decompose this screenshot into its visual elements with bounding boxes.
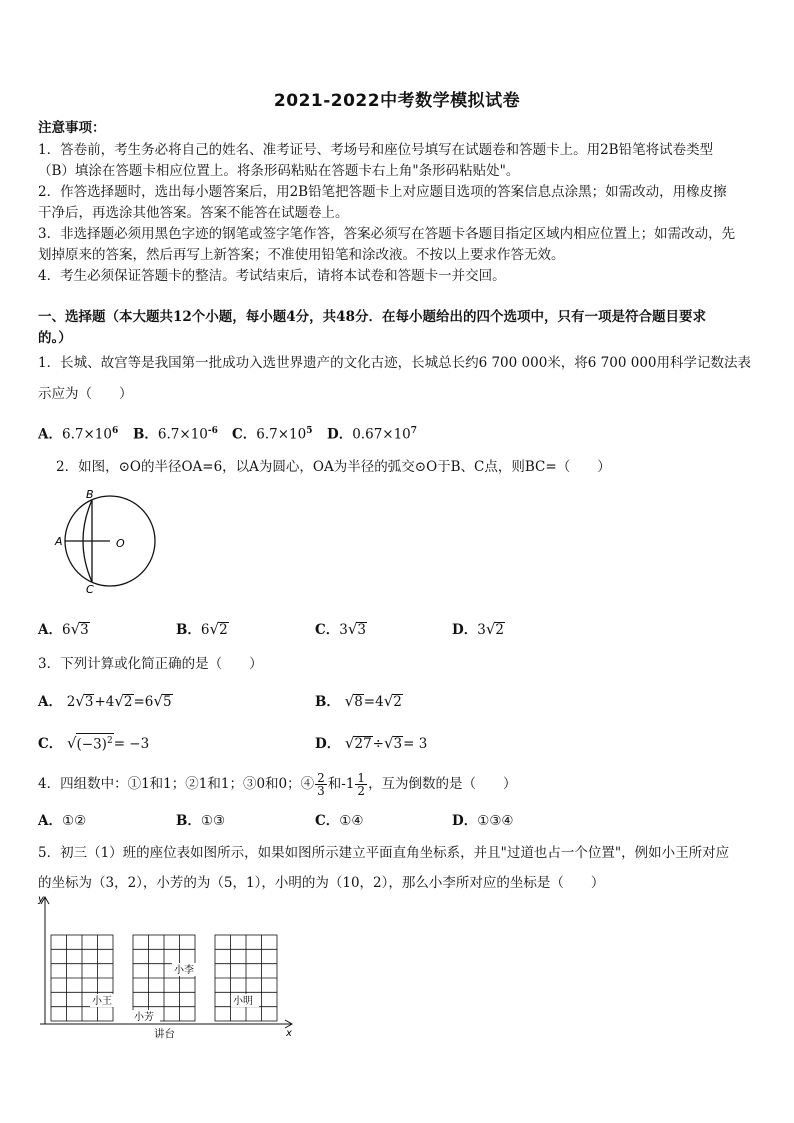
q2-circle-figure [52, 486, 162, 598]
notice-line: （B）填涂在答题卡相应位置上。将条形码粘贴在答题卡右上角"条形码粘贴处"。 [38, 163, 520, 179]
seat-label-xiaoli: 小李 [174, 965, 194, 976]
notice-line: 2．作答选择题时，选出每小题答案后，用2B铅笔把答题卡上对应题目选项的答案信息点涂黑；如需改动，用橡皮擦 [38, 184, 727, 200]
q1-stem-cont: 示应为（ ） [38, 386, 133, 402]
q2-stem: 2．如图，⊙O的半径OA=6，以A为圆心，OA为半径的弧交⊙O于B、C点，则BC=（ ） [56, 459, 611, 475]
q5-stem: 5．初三（1）班的座位表如图所示，如果如图所示建立平面直角坐标系，并且"过道也占一个位置"，例如小王所对应 [38, 845, 730, 861]
seat-label-xiaoming: 小明 [233, 996, 253, 1007]
label-b: B [86, 488, 94, 501]
seat-label-xiaofang: 小芳 [134, 1012, 154, 1023]
notice-line: 4．考生必须保证答题卡的整洁。考试结束后，请将本试卷和答题卡一并交回。 [38, 268, 506, 284]
q1-option-c: C．$6.7\times 10^5$ [232, 426, 313, 443]
q2-option-a: A．6√3 [38, 620, 89, 638]
fraction: $\frac{2}{3}$ [317, 771, 325, 798]
q4-option-a: A．①② [38, 813, 87, 829]
section-heading: 一、选择题（本大题共12个小题，每小题4分，共48分．在每小题给出的四个选项中，只有一项是符合题目要求 [38, 309, 706, 325]
q4-option-d: D．①③④ [452, 813, 514, 829]
q3-stem: 3．下列计算或化简正确的是（ ） [38, 656, 263, 672]
q5-seating-figure [30, 892, 300, 1044]
notice-heading: 注意事项： [38, 120, 106, 136]
page-title: 2021-2022中考数学模拟试卷 [273, 91, 521, 111]
seat-grid-left [51, 935, 113, 1021]
notice-line: 3．非选择题必须用黑色字迹的钢笔或签字笔作答，答案必须写在答题卡各题目指定区域内相应位置上；如需改动，先 [38, 226, 736, 242]
q5-stem-cont: 的坐标为（3，2），小芳的为（5，1），小明的为（10，2），那么小李所对应的坐标是（ ） [38, 875, 605, 891]
q4-option-c: C．①④ [315, 813, 364, 829]
q4-stem: 4．四组数中：①1和1；②1和1；③0和0；④ $\frac{2}{3}$ 和-1 $\frac{1}{2}$ ，互为倒数的是（ ） [38, 771, 517, 798]
notice-line: 干净后，再选涂其他答案。答案不能答在试题卷上。 [38, 205, 349, 221]
q3-option-c: C． $√(-3)^2= -3$ [38, 734, 150, 752]
notice-line: 1．答卷前，考生务必将自己的姓名、准考证号、考场号和座位号填写在试题卷和答题卡上。用2B铅笔将试卷类型 [38, 142, 714, 158]
q3-option-d: D． √27÷√3= 3 [315, 734, 428, 752]
platform-label: 讲台 [154, 1028, 175, 1040]
q2-option-b: B．6√2 [176, 620, 228, 638]
q1-option-b: B．$6.7\times 10^{-6}$ [133, 426, 218, 443]
notice-line: 划掉原来的答案，然后再写上新答案；不准使用铅笔和涂改液。不按以上要求作答无效。 [38, 247, 565, 263]
seat-label-xiaowang: 小王 [92, 996, 112, 1007]
q3-option-b: B． √8=4√2 [315, 692, 402, 710]
q1-option-d: D．$0.67\times 10^7$ [327, 426, 418, 443]
fraction: $\frac{1}{2}$ [357, 771, 366, 798]
label-c: C [86, 583, 94, 596]
q2-option-c: C．3√3 [315, 620, 366, 638]
q2-option-d: D．3√2 [452, 620, 504, 638]
label-a: A [55, 535, 63, 548]
y-axis-label: y [38, 894, 44, 905]
section-heading-cont: 的。） [38, 330, 72, 346]
q1-stem: 1．长城、故宫等是我国第一批成功入选世界遗产的文化古迹，长城总长约6 700 000米，将6 700 000用科学记数法表 [38, 355, 752, 371]
q4-option-b: B．①③ [176, 813, 226, 829]
q3-option-a: A． 2√3+4√2=6√5 [38, 692, 172, 710]
seat-grid-right [215, 935, 277, 1021]
seat-grid-middle [133, 935, 195, 1021]
x-axis-label: x [286, 1028, 292, 1039]
q1-option-a: A．$6.7\times 10^6$ [38, 426, 119, 443]
label-o: O [116, 537, 125, 550]
